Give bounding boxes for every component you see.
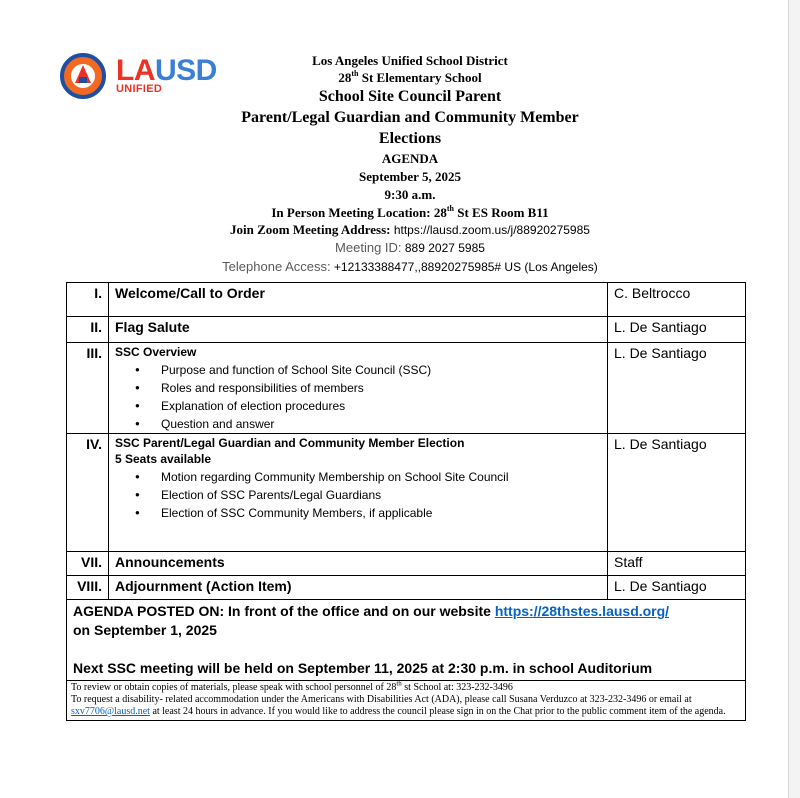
footer-ada-note: To request a disability- related accommodation under the Americans with Disabilities Act (ADA), please call Susana Verduzco at 323-232-3496 or email at sxv7706@lausd.net at least 24 hours in advance. If you would like to address the council please sign in on the Chat prior to the public comment item of the agenda. bbox=[71, 694, 726, 717]
item-presenter: L. De Santiago bbox=[608, 343, 746, 434]
item-cell bbox=[109, 317, 608, 343]
meeting-id: Meeting ID: 889 2027 5985 bbox=[335, 240, 485, 255]
item-cell bbox=[109, 552, 608, 576]
lausd-subtitle: UNIFIED bbox=[116, 83, 163, 95]
agenda-table bbox=[66, 282, 746, 721]
item-cell bbox=[109, 434, 608, 552]
item-number: III. bbox=[67, 343, 109, 434]
bullet-list bbox=[115, 468, 603, 522]
email-link[interactable]: sxv7706@lausd.net bbox=[71, 706, 150, 717]
lausd-wordmark: LAUSD bbox=[116, 54, 217, 87]
item-presenter: L. De Santiago bbox=[608, 434, 746, 552]
item-cell bbox=[109, 283, 608, 317]
posted-row bbox=[67, 600, 746, 681]
posted-date: on September 1, 2025 bbox=[73, 622, 217, 638]
meeting-location: In Person Meeting Location: 28th St ES Room B11 bbox=[271, 204, 549, 220]
list-item: ● Election of SSC Community Members, if applicable bbox=[161, 504, 603, 522]
item-presenter: C. Beltrocco bbox=[608, 283, 746, 317]
item-cell bbox=[109, 343, 608, 434]
item-cell bbox=[109, 576, 608, 600]
item-title: Flag Salute bbox=[115, 319, 190, 335]
district-name: Los Angeles Unified School District bbox=[312, 53, 508, 68]
title-line-2: Parent/Legal Guardian and Community Member bbox=[241, 109, 579, 126]
title-line-3: Elections bbox=[378, 130, 442, 147]
title-line-1: School Site Council Parent bbox=[318, 88, 502, 105]
meeting-time: 9:30 a.m. bbox=[384, 187, 436, 202]
footer-copies-note: To review or obtain copies of materials, please speak with school personnel of 28th st School at: 323-232-3496 bbox=[71, 679, 513, 693]
agenda-row bbox=[67, 576, 746, 600]
footer-cell bbox=[67, 681, 746, 721]
item-number: VIII. bbox=[67, 576, 109, 600]
bullet-list bbox=[115, 361, 603, 433]
item-title: SSC Parent/Legal Guardian and Community Member Election bbox=[115, 436, 465, 450]
item-subtitle: 5 Seats available bbox=[115, 452, 212, 466]
item-title: SSC Overview bbox=[115, 345, 197, 359]
item-number: I. bbox=[67, 283, 109, 317]
item-title: Welcome/Call to Order bbox=[115, 285, 265, 301]
telephone-access: Telephone Access: +12133388477,,88920275985# US (Los Angeles) bbox=[222, 259, 598, 274]
next-meeting: Next SSC meeting will be held on September 11, 2025 at 2:30 p.m. in school Auditorium bbox=[73, 660, 653, 676]
school-name: 28th St Elementary School bbox=[338, 69, 482, 85]
list-item: ● Purpose and function of School Site Council (SSC) bbox=[161, 361, 603, 379]
posted-notice: AGENDA POSTED ON: In front of the office and on our website https://28thstes.lausd.org/ bbox=[73, 603, 670, 619]
footer-row bbox=[67, 681, 746, 721]
agenda-row bbox=[67, 552, 746, 576]
item-title: Adjournment (Action Item) bbox=[115, 578, 292, 594]
agenda-row bbox=[67, 317, 746, 343]
list-item: ● Election of SSC Parents/Legal Guardians bbox=[161, 486, 603, 504]
item-presenter: L. De Santiago bbox=[608, 317, 746, 343]
item-presenter: Staff bbox=[608, 552, 746, 576]
item-title: Announcements bbox=[115, 554, 225, 570]
list-item: ● Roles and responsibilities of members bbox=[161, 379, 603, 397]
item-presenter: L. De Santiago bbox=[608, 576, 746, 600]
meeting-date: September 5, 2025 bbox=[359, 169, 461, 184]
posted-cell bbox=[67, 600, 746, 681]
agenda-row bbox=[67, 283, 746, 317]
item-number: II. bbox=[67, 317, 109, 343]
list-item: ● Explanation of election procedures bbox=[161, 397, 603, 415]
item-number: IV. bbox=[67, 434, 109, 552]
agenda-row bbox=[67, 434, 746, 552]
list-item: ● Motion regarding Community Membership on School Site Council bbox=[161, 468, 603, 486]
website-link[interactable]: https://28thstes.lausd.org/ bbox=[494, 603, 670, 619]
agenda-heading: AGENDA bbox=[381, 151, 439, 166]
item-number: VII. bbox=[67, 552, 109, 576]
list-item: ● Question and answer bbox=[161, 415, 603, 433]
zoom-address: Join Zoom Meeting Address: https://lausd.zoom.us/j/88920275985 bbox=[230, 222, 590, 237]
agenda-row bbox=[67, 343, 746, 434]
zoom-url[interactable]: https://lausd.zoom.us/j/88920275985 bbox=[390, 223, 590, 237]
lausd-seal-icon bbox=[60, 53, 114, 99]
